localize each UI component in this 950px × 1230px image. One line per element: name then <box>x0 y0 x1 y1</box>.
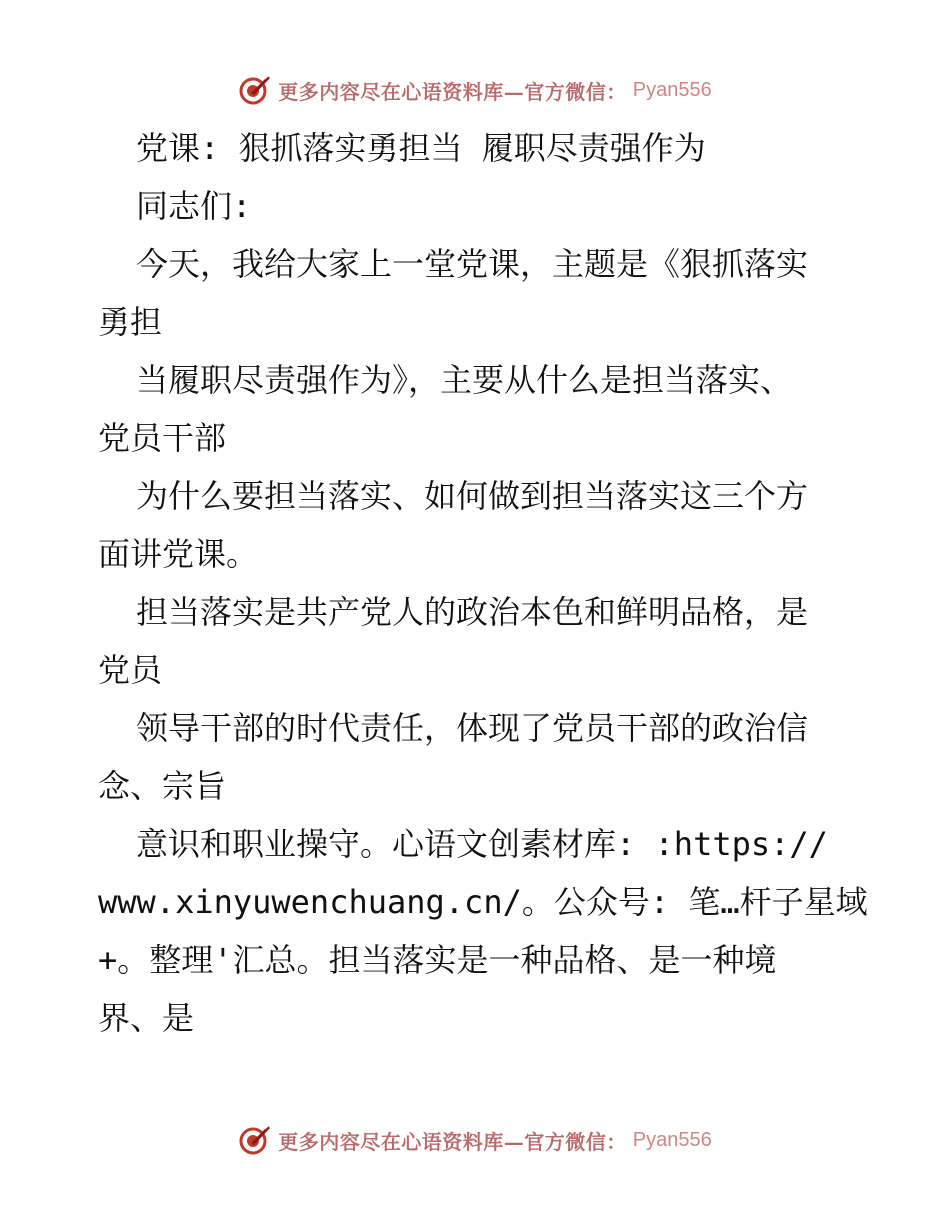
paragraph-line: 当履职尽责强作为》，主要从什么是担当落实、 <box>136 361 793 399</box>
quill-pen-logo-icon <box>238 1123 272 1157</box>
paragraph-line: 勇担 <box>98 303 163 341</box>
paragraph-line: 界、是 <box>98 999 195 1037</box>
paragraph-line: 面讲党课。 <box>98 535 259 573</box>
paragraph-line: 党员干部 <box>98 419 227 457</box>
banner-wechat-handle: Pyan556 <box>632 1128 712 1151</box>
header-banner <box>0 70 950 110</box>
footer-banner <box>0 1120 950 1160</box>
paragraph-line: 担当落实是共产党人的政治本色和鲜明品格，是 <box>136 593 809 631</box>
quill-pen-logo-icon <box>238 73 272 107</box>
paragraph-line: 今天，我给大家上一堂党课，主题是《狠抓落实 <box>136 245 809 283</box>
document-title: 党课: 狠抓落实勇担当 履职尽责强作为 <box>136 129 706 167</box>
paragraph-line: +。整理'汇总。担当落实是一种品格、是一种境 <box>98 941 777 979</box>
paragraph-line: 意识和职业操守。心语文创素材库: :https:// <box>136 825 828 863</box>
paragraph-line: 领导干部的时代责任，体现了党员干部的政治信 <box>136 709 809 747</box>
paragraph-line: 党员 <box>98 651 163 689</box>
salutation: 同志们: <box>136 187 252 225</box>
banner-text: 更多内容尽在心语资料库—官方微信： <box>278 1129 627 1154</box>
paragraph-line: www.xinyuwenchuang.cn/。公众号: 笔…杆子星域 <box>98 883 868 921</box>
banner-wechat-handle: Pyan556 <box>632 78 712 101</box>
paragraph-line: 为什么要担当落实、如何做到担当落实这三个方 <box>136 477 809 515</box>
banner-text: 更多内容尽在心语资料库—官方微信： <box>278 79 627 104</box>
paragraph-line: 念、宗旨 <box>98 767 227 805</box>
